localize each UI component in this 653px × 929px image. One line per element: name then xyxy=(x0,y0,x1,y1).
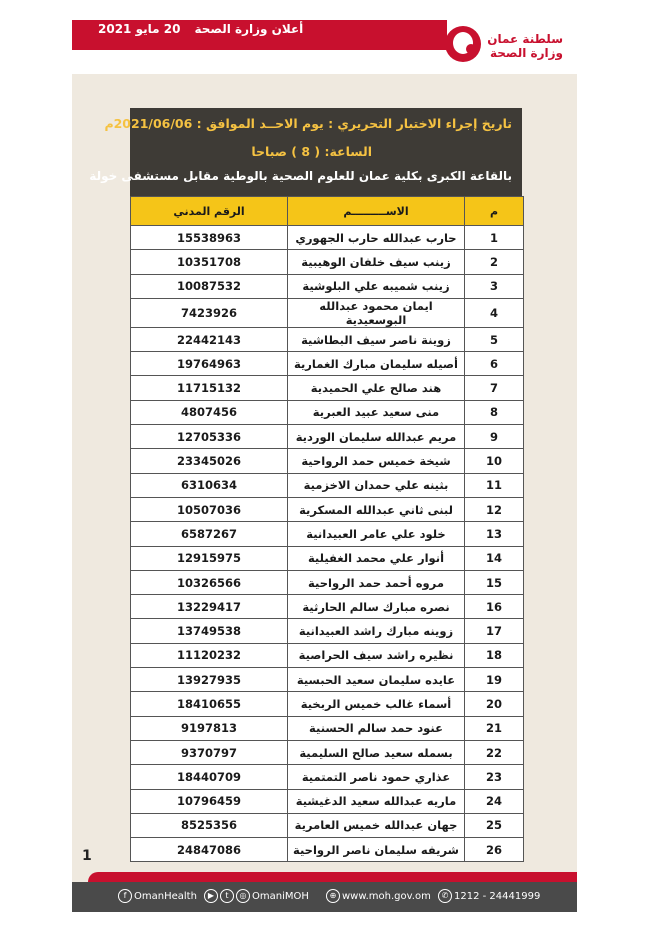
footer-website xyxy=(326,889,431,903)
row-num: 8 xyxy=(465,400,524,424)
row-num: 23 xyxy=(465,765,524,789)
social-handle: OmaniMOH xyxy=(252,891,309,902)
row-civil-id: 18410655 xyxy=(131,692,288,716)
row-civil-id: 9370797 xyxy=(131,740,288,764)
twitter-icon: t xyxy=(220,889,234,903)
table-row xyxy=(131,789,524,813)
row-name: هند صالح علي الحميدية xyxy=(288,376,465,400)
exam-date-line: تاريخ إجراء الاختبار التحريري : يوم الاحــد الموافق : 2021/06/06م xyxy=(104,116,512,131)
phone-icon: ✆ xyxy=(438,889,452,903)
row-num: 7 xyxy=(465,376,524,400)
row-name: زوينه مبارك راشد العبيدانية xyxy=(288,619,465,643)
row-civil-id: 12915975 xyxy=(131,546,288,570)
row-num: 5 xyxy=(465,327,524,351)
row-num: 2 xyxy=(465,250,524,274)
page-footer xyxy=(72,882,577,912)
table-row xyxy=(131,473,524,497)
header-title-line xyxy=(84,22,303,36)
row-num: 9 xyxy=(465,425,524,449)
row-num: 21 xyxy=(465,716,524,740)
row-civil-id: 13229417 xyxy=(131,595,288,619)
table-row xyxy=(131,838,524,862)
row-name: شريفه سليمان ناصر الرواحية xyxy=(288,838,465,862)
facebook-handle: OmanHealth xyxy=(134,891,197,902)
row-num: 11 xyxy=(465,473,524,497)
row-name: بسمله سعيد صالح السليمية xyxy=(288,740,465,764)
table-row xyxy=(131,400,524,424)
row-name: أصيله سليمان مبارك الغمارية xyxy=(288,352,465,376)
instagram-icon: ◎ xyxy=(236,889,250,903)
ministry-emblem-icon xyxy=(445,26,481,62)
row-name: مريم عبدالله سليمان الوردية xyxy=(288,425,465,449)
row-name: ايمان محمود عبدالله البوسعيدية xyxy=(288,298,465,327)
table-row xyxy=(131,716,524,740)
header-name: الاســـــــــم xyxy=(288,197,465,226)
logo-text-line2: وزارة الصحة xyxy=(489,46,563,60)
announcement-page xyxy=(72,12,577,912)
footer-social xyxy=(204,889,309,903)
table-row xyxy=(131,765,524,789)
row-num: 20 xyxy=(465,692,524,716)
footer-phone xyxy=(438,889,540,903)
row-civil-id: 9197813 xyxy=(131,716,288,740)
table-header-row xyxy=(131,197,524,226)
row-civil-id: 11120232 xyxy=(131,643,288,667)
row-civil-id: 19764963 xyxy=(131,352,288,376)
row-num: 6 xyxy=(465,352,524,376)
footer-red-strip xyxy=(88,872,577,882)
phone-number: 1212 - 24441999 xyxy=(454,891,541,902)
row-num: 12 xyxy=(465,497,524,521)
footer-facebook xyxy=(118,889,197,903)
row-name: خلود علي عامر العبيدانية xyxy=(288,522,465,546)
table-row xyxy=(131,692,524,716)
row-civil-id: 10351708 xyxy=(131,250,288,274)
row-civil-id: 13749538 xyxy=(131,619,288,643)
table-row xyxy=(131,298,524,327)
table-row xyxy=(131,497,524,521)
row-civil-id: 4807456 xyxy=(131,400,288,424)
table-row xyxy=(131,813,524,837)
table-row xyxy=(131,595,524,619)
row-num: 1 xyxy=(465,226,524,250)
row-name: عنود حمد سالم الحسنية xyxy=(288,716,465,740)
table-row xyxy=(131,619,524,643)
exam-info-banner xyxy=(89,108,522,196)
row-civil-id: 24847086 xyxy=(131,838,288,862)
row-num: 19 xyxy=(465,668,524,692)
row-civil-id: 10326566 xyxy=(131,570,288,594)
row-name: مروه أحمد حمد الرواحية xyxy=(288,570,465,594)
row-name: زينب شميبه علي البلوشية xyxy=(288,274,465,298)
row-civil-id: 18440709 xyxy=(131,765,288,789)
row-name: لبنى ثاني عبدالله المسكرية xyxy=(288,497,465,521)
table-row xyxy=(131,668,524,692)
logo-text xyxy=(487,32,563,60)
exam-location-line: بالقاعة الكبرى بكلية عمان للعلوم الصحية بالوطية مقابل مستشفى خولة xyxy=(89,169,512,183)
ministry-logo xyxy=(445,18,569,68)
row-name: عايده سليمان سعيد الحبسية xyxy=(288,668,465,692)
table-row xyxy=(131,449,524,473)
page-header xyxy=(72,12,577,74)
table-row xyxy=(131,425,524,449)
row-civil-id: 12705336 xyxy=(131,425,288,449)
row-name: نظيره راشد سيف الحراصية xyxy=(288,643,465,667)
table-row xyxy=(131,546,524,570)
table-row xyxy=(131,274,524,298)
row-civil-id: 6587267 xyxy=(131,522,288,546)
row-num: 4 xyxy=(465,298,524,327)
row-civil-id: 7423926 xyxy=(131,298,288,327)
row-num: 17 xyxy=(465,619,524,643)
table-row xyxy=(131,570,524,594)
row-civil-id: 8525356 xyxy=(131,813,288,837)
candidates-table xyxy=(130,196,524,862)
row-name: نصره مبارك سالم الحارثية xyxy=(288,595,465,619)
header-num: م xyxy=(465,197,524,226)
row-name: عذاري حمود ناصر التمتمية xyxy=(288,765,465,789)
header-title: أعلان وزارة الصحة xyxy=(194,22,304,36)
row-name: جهان عبدالله خميس العامرية xyxy=(288,813,465,837)
exam-time-line: الساعة: ( 8 ) صباحا xyxy=(251,144,372,159)
row-name: منى سعيد عبيد العبرية xyxy=(288,400,465,424)
row-civil-id: 10087532 xyxy=(131,274,288,298)
page-number: 1 xyxy=(82,848,92,864)
table-row xyxy=(131,740,524,764)
row-civil-id: 22442143 xyxy=(131,327,288,351)
row-name: شيخة خميس حمد الرواحية xyxy=(288,449,465,473)
row-name: أسماء غالب خميس الربخية xyxy=(288,692,465,716)
row-civil-id: 13927935 xyxy=(131,668,288,692)
row-num: 13 xyxy=(465,522,524,546)
row-num: 24 xyxy=(465,789,524,813)
globe-icon: ⊕ xyxy=(326,889,340,903)
table-row xyxy=(131,226,524,250)
table-row xyxy=(131,352,524,376)
table-body xyxy=(131,226,524,862)
row-num: 25 xyxy=(465,813,524,837)
row-num: 16 xyxy=(465,595,524,619)
row-name: أنوار علي محمد الغفيلية xyxy=(288,546,465,570)
row-name: بثينه علي حمدان الاخزمية xyxy=(288,473,465,497)
table-row xyxy=(131,327,524,351)
website-url: www.moh.gov.om xyxy=(342,891,431,902)
row-civil-id: 10507036 xyxy=(131,497,288,521)
row-num: 3 xyxy=(465,274,524,298)
row-num: 22 xyxy=(465,740,524,764)
table-row xyxy=(131,376,524,400)
row-name: زوينة ناصر سيف البطاشية xyxy=(288,327,465,351)
header-civil-id: الرقم المدني xyxy=(131,197,288,226)
row-num: 15 xyxy=(465,570,524,594)
youtube-icon: ▶ xyxy=(204,889,218,903)
row-civil-id: 15538963 xyxy=(131,226,288,250)
table-row xyxy=(131,250,524,274)
header-date: 20 مايو 2021 xyxy=(98,22,181,36)
logo-text-line1: سلطنة عمان xyxy=(487,32,563,46)
table-row xyxy=(131,522,524,546)
row-name: زينب سيف خلفان الوهيبية xyxy=(288,250,465,274)
facebook-icon: f xyxy=(118,889,132,903)
row-civil-id: 11715132 xyxy=(131,376,288,400)
row-num: 10 xyxy=(465,449,524,473)
row-num: 14 xyxy=(465,546,524,570)
table-row xyxy=(131,643,524,667)
row-num: 18 xyxy=(465,643,524,667)
row-num: 26 xyxy=(465,838,524,862)
row-civil-id: 6310634 xyxy=(131,473,288,497)
row-name: ماريه عبدالله سعيد الدغيشية xyxy=(288,789,465,813)
row-civil-id: 10796459 xyxy=(131,789,288,813)
row-civil-id: 23345026 xyxy=(131,449,288,473)
row-name: حارب عبدالله حارب الجهوري xyxy=(288,226,465,250)
